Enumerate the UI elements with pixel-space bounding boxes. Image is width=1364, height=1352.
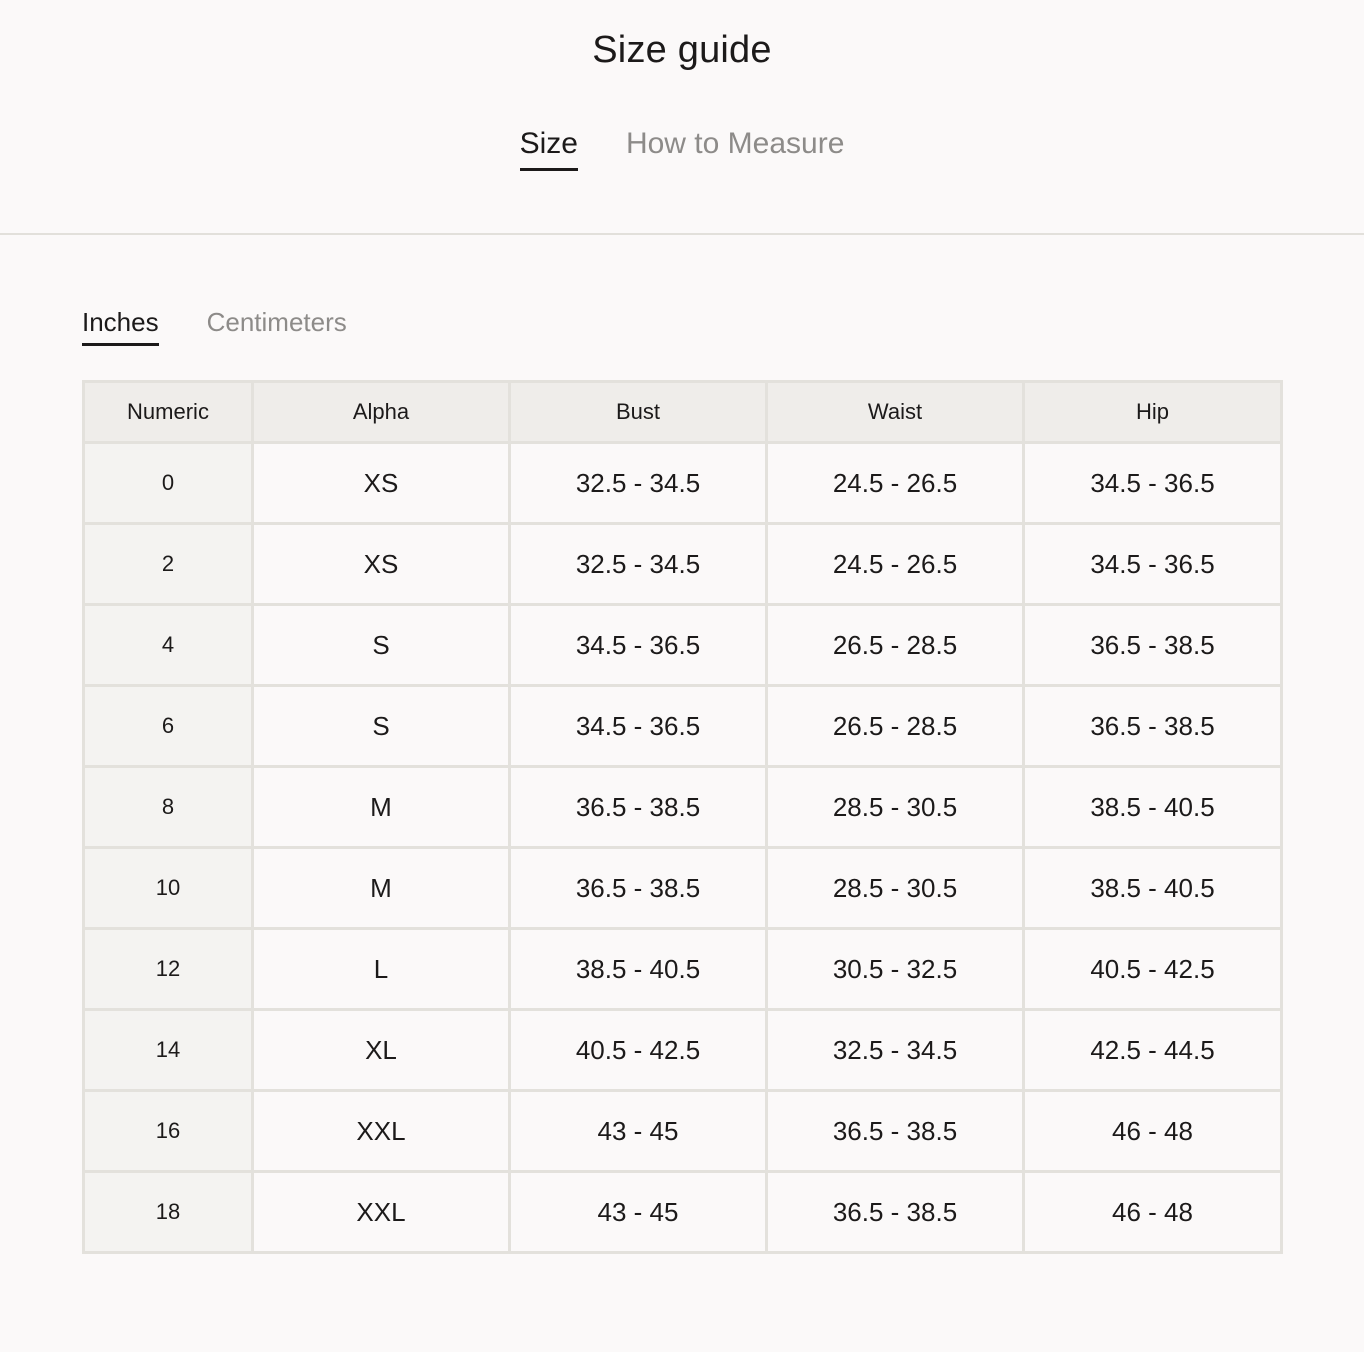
table-row	[84, 524, 1282, 605]
cell-bust: 43 - 45	[510, 1091, 767, 1172]
cell-waist: 26.5 - 28.5	[767, 605, 1024, 686]
cell-hip: 38.5 - 40.5	[1024, 848, 1282, 929]
cell-bust: 36.5 - 38.5	[510, 767, 767, 848]
cell-numeric: 16	[84, 1091, 253, 1172]
cell-waist: 30.5 - 32.5	[767, 929, 1024, 1010]
cell-alpha: XS	[253, 443, 510, 524]
table-row	[84, 605, 1282, 686]
tab-how-to-measure[interactable]: How to Measure	[625, 127, 845, 160]
cell-bust: 32.5 - 34.5	[510, 524, 767, 605]
cell-waist: 28.5 - 30.5	[767, 848, 1024, 929]
cell-hip: 36.5 - 38.5	[1024, 605, 1282, 686]
table-row	[84, 443, 1282, 524]
cell-bust: 34.5 - 36.5	[510, 605, 767, 686]
cell-waist: 26.5 - 28.5	[767, 686, 1024, 767]
table-header-row	[84, 382, 1282, 443]
cell-bust: 40.5 - 42.5	[510, 1010, 767, 1091]
cell-waist: 36.5 - 38.5	[767, 1172, 1024, 1253]
cell-numeric: 14	[84, 1010, 253, 1091]
section-divider	[0, 233, 1364, 235]
cell-waist: 36.5 - 38.5	[767, 1091, 1024, 1172]
table-row	[84, 1010, 1282, 1091]
cell-alpha: S	[253, 686, 510, 767]
tab-size[interactable]: Size	[520, 122, 578, 171]
cell-hip: 36.5 - 38.5	[1024, 686, 1282, 767]
tab-centimeters[interactable]: Centimeters	[206, 307, 347, 337]
tab-inches[interactable]: Inches	[82, 303, 159, 346]
cell-numeric: 18	[84, 1172, 253, 1253]
cell-hip: 38.5 - 40.5	[1024, 767, 1282, 848]
main-tabs	[0, 122, 1364, 171]
cell-alpha: XXL	[253, 1091, 510, 1172]
cell-alpha: XS	[253, 524, 510, 605]
cell-alpha: S	[253, 605, 510, 686]
cell-numeric: 6	[84, 686, 253, 767]
unit-tabs	[82, 303, 347, 346]
cell-hip: 46 - 48	[1024, 1091, 1282, 1172]
cell-hip: 40.5 - 42.5	[1024, 929, 1282, 1010]
header-numeric: Numeric	[84, 382, 253, 443]
cell-numeric: 8	[84, 767, 253, 848]
cell-numeric: 0	[84, 443, 253, 524]
cell-alpha: M	[253, 767, 510, 848]
table-row	[84, 929, 1282, 1010]
header-bust: Bust	[510, 382, 767, 443]
table-row	[84, 1091, 1282, 1172]
table-row	[84, 686, 1282, 767]
cell-waist: 32.5 - 34.5	[767, 1010, 1024, 1091]
cell-alpha: L	[253, 929, 510, 1010]
cell-alpha: XL	[253, 1010, 510, 1091]
cell-numeric: 4	[84, 605, 253, 686]
cell-waist: 28.5 - 30.5	[767, 767, 1024, 848]
header-alpha: Alpha	[253, 382, 510, 443]
cell-hip: 34.5 - 36.5	[1024, 443, 1282, 524]
cell-hip: 46 - 48	[1024, 1172, 1282, 1253]
cell-alpha: M	[253, 848, 510, 929]
cell-waist: 24.5 - 26.5	[767, 524, 1024, 605]
page-title: Size guide	[592, 29, 772, 71]
cell-bust: 34.5 - 36.5	[510, 686, 767, 767]
cell-bust: 36.5 - 38.5	[510, 848, 767, 929]
cell-alpha: XXL	[253, 1172, 510, 1253]
cell-hip: 42.5 - 44.5	[1024, 1010, 1282, 1091]
header-waist: Waist	[767, 382, 1024, 443]
cell-numeric: 10	[84, 848, 253, 929]
table-row	[84, 1172, 1282, 1253]
cell-bust: 43 - 45	[510, 1172, 767, 1253]
table-row	[84, 848, 1282, 929]
size-table	[82, 380, 1283, 1254]
cell-waist: 24.5 - 26.5	[767, 443, 1024, 524]
table-row	[84, 767, 1282, 848]
cell-bust: 32.5 - 34.5	[510, 443, 767, 524]
cell-numeric: 12	[84, 929, 253, 1010]
cell-hip: 34.5 - 36.5	[1024, 524, 1282, 605]
header-hip: Hip	[1024, 382, 1282, 443]
cell-numeric: 2	[84, 524, 253, 605]
cell-bust: 38.5 - 40.5	[510, 929, 767, 1010]
